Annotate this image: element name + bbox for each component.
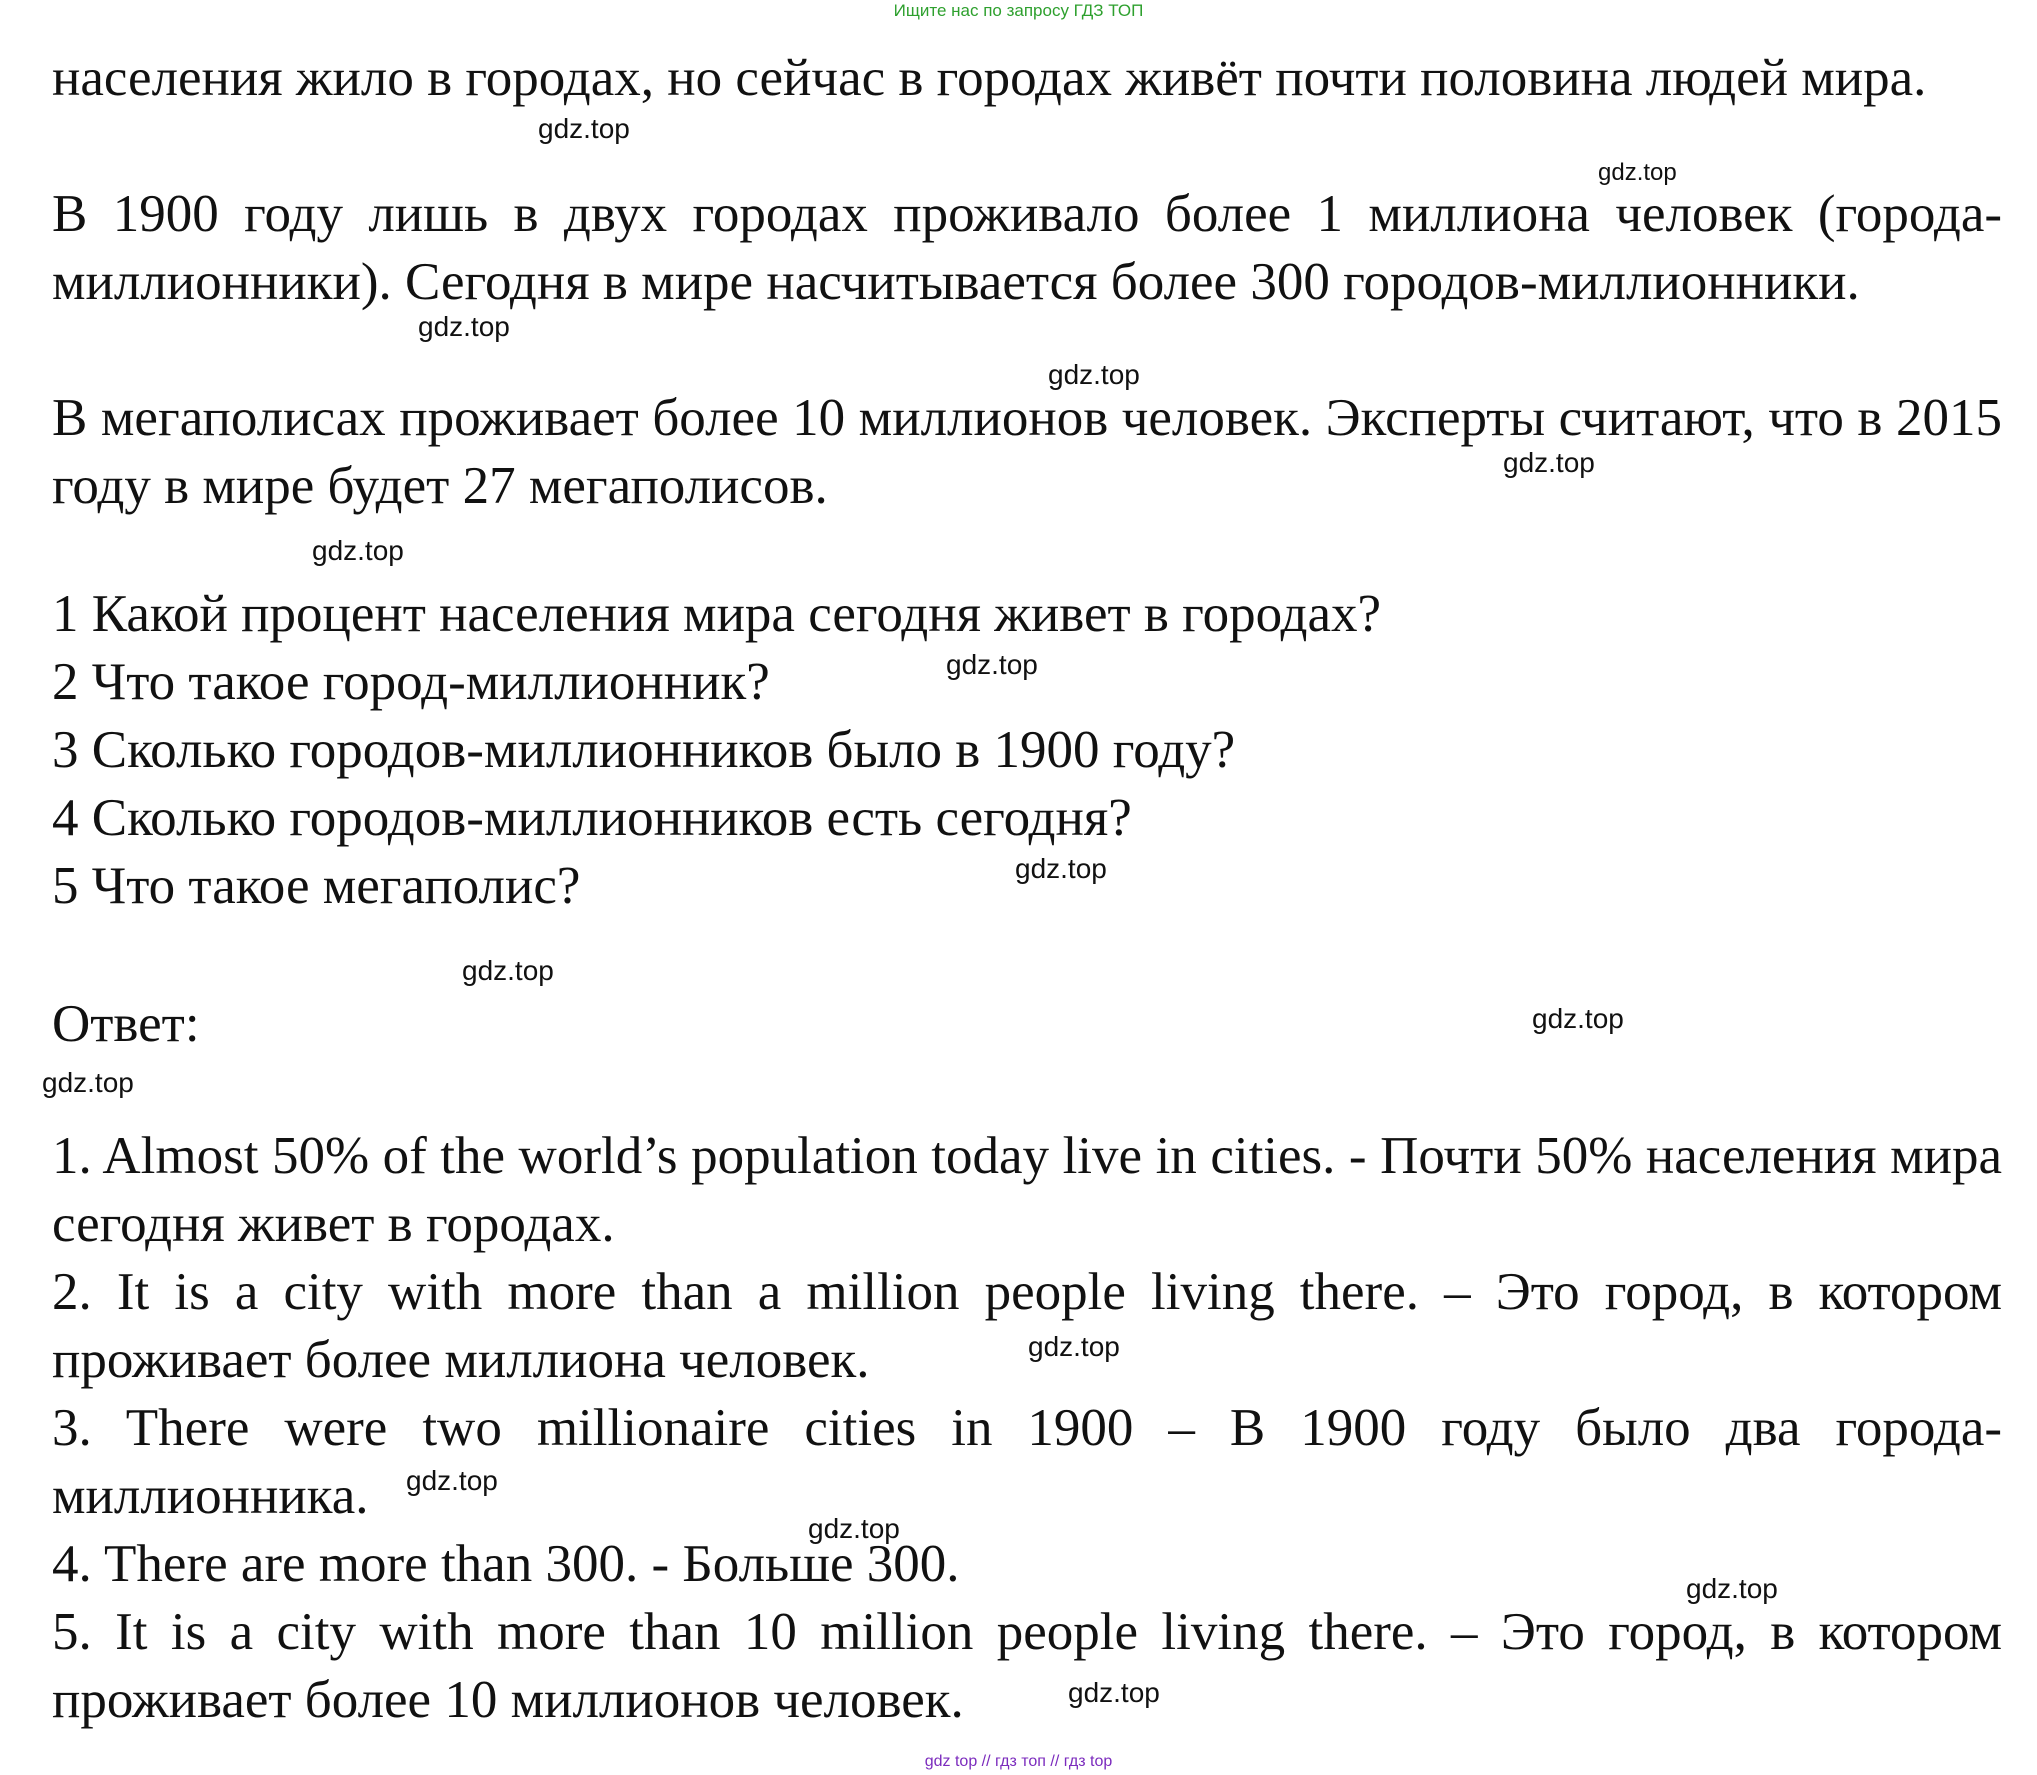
- question-1: 1 Какой процент населения мира сегодня живет в городах?: [52, 585, 1382, 643]
- footer-link-1[interactable]: gdz top: [924, 1753, 978, 1770]
- answer-item-4: 4. There are more than 300. - Больше 300.: [52, 1535, 960, 1593]
- question-3: 3 Сколько городов-миллионников было в 1900 году?: [52, 721, 1236, 779]
- top-banner[interactable]: [0, 0, 2037, 22]
- footer-link-3[interactable]: гдз top: [1063, 1753, 1113, 1770]
- bottom-links: [0, 1752, 2037, 1772]
- paragraph-3: В мегаполисах проживает более 10 миллионов человек. Эксперты считают, что в 2015 году в мире будет 27 мегаполисов.: [52, 389, 2002, 515]
- watermark: gdz.top: [406, 1465, 498, 1496]
- watermark: gdz.top: [808, 1513, 900, 1544]
- banner-text[interactable]: Ищите нас по запросу ГДЗ ТОП: [893, 1, 1144, 20]
- watermark: gdz.top: [946, 649, 1038, 680]
- watermark: gdz.top: [1686, 1573, 1778, 1604]
- watermark: gdz.top: [312, 535, 404, 566]
- watermark: gdz.top: [1048, 359, 1140, 390]
- footer-separator: //: [1050, 1753, 1060, 1770]
- answer-heading: Ответ:: [52, 995, 200, 1053]
- paragraph-1: населения жило в городах, но сейчас в городах живёт почти половина людей мира.: [52, 49, 1927, 107]
- answer-item-3: 3. There were two millionaire cities in 1900 – В 1900 году было два города-миллионника.: [52, 1399, 2002, 1525]
- footer-link-2[interactable]: гдз топ: [995, 1753, 1046, 1770]
- watermark: gdz.top: [418, 311, 510, 342]
- watermark: gdz.top: [462, 955, 554, 986]
- question-2: 2 Что такое город-миллионник?: [52, 653, 770, 711]
- answer-item-5: 5. It is a city with more than 10 million people living there. – Это город, в котором проживает более 10 миллионов человек.: [52, 1603, 2002, 1729]
- watermark: gdz.top: [1028, 1331, 1120, 1362]
- watermark: gdz.top: [1598, 159, 1677, 186]
- paragraph-2: В 1900 году лишь в двух городах проживало более 1 миллиона человек (города-миллионники). Сегодня в мире насчитывается более 300 городов-миллионники.: [52, 185, 2002, 311]
- watermark: gdz.top: [42, 1067, 134, 1098]
- question-5: 5 Что такое мегаполис?: [52, 857, 581, 915]
- question-4: 4 Сколько городов-миллионников есть сегодня?: [52, 789, 1132, 847]
- answer-item-2: 2. It is a city with more than a million people living there. – Это город, в котором проживает более миллиона человек.: [52, 1263, 2002, 1389]
- footer-separator: //: [981, 1753, 991, 1770]
- watermark: gdz.top: [1532, 1003, 1624, 1034]
- watermark: gdz.top: [1068, 1677, 1160, 1708]
- watermark: gdz.top: [1503, 447, 1595, 478]
- watermark: gdz.top: [538, 113, 630, 144]
- watermark: gdz.top: [1015, 853, 1107, 884]
- answer-item-1: 1. Almost 50% of the world’s population today live in cities. - Почти 50% населения мира сегодня живет в городах.: [52, 1127, 2002, 1253]
